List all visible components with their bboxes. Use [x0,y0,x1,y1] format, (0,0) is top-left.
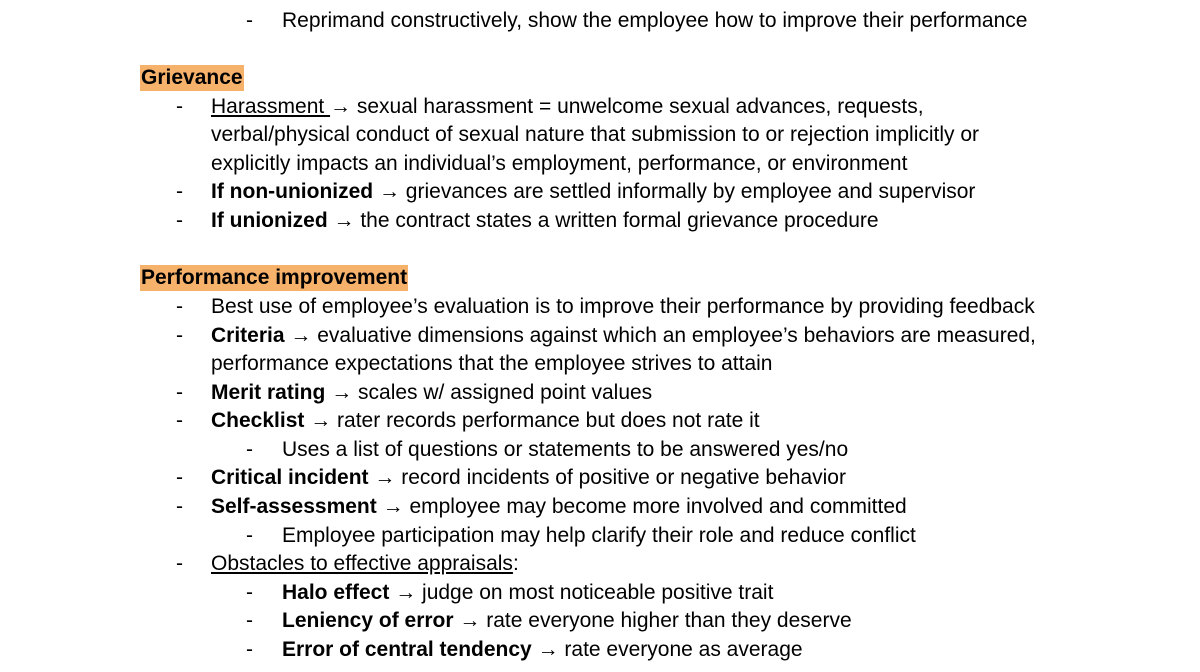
self-term: Self-assessment [211,495,377,518]
arrow: → [395,581,417,604]
self-item [211,493,907,521]
bullet-dash: - [176,324,183,347]
criteria-text-1: evaluative dimensions against which an employee’s behaviors are measured, [311,324,1036,347]
merit-term: Merit rating [211,381,326,404]
arrow: → [374,466,396,489]
obstacles-colon: : [512,552,519,575]
criteria-term: Criteria [211,324,285,347]
leniency-item [282,607,852,635]
criteria-line-2: performance expectations that the employee strives to attain [211,352,773,375]
harassment-text-1: sexual harassment = unwelcome sexual advances, requests, [351,95,924,118]
central-term: Error of central tendency [282,638,532,661]
arrow: → [378,180,400,203]
halo-item [282,579,773,607]
central-item [282,636,803,664]
arrow: → [330,95,352,118]
arrow: → [310,409,332,432]
bullet-dash: - [246,524,253,547]
unionized-text: the contract states a written formal grievance procedure [354,209,879,232]
bullet-dash: - [176,552,183,575]
checklist-term: Checklist [211,409,305,432]
harassment-term: Harassment [211,95,331,118]
grievance-heading: Grievance [141,66,243,89]
bullet-dash: - [176,381,183,404]
harassment-line-2: verbal/physical conduct of sexual nature that submission to or rejection implicitly or [211,123,980,146]
bullet-dash: - [176,295,183,318]
bullet-dash: - [246,581,253,604]
obstacles-item [211,550,519,578]
bullet-dash: - [176,495,183,518]
best-use-item: Best use of employee’s evaluation is to improve their performance by providing feedback [211,295,1035,318]
top-item: Reprimand constructively, show the employee how to improve their performance [282,9,1028,32]
self-sub-item: Employee participation may help clarify their role and reduce conflict [282,524,916,547]
harassment-line-1 [211,93,924,121]
halo-term: Halo effect [282,581,390,604]
arrow: → [537,638,559,661]
criteria-line-1 [211,322,1036,350]
arrow: → [333,209,355,232]
checklist-item [211,407,760,435]
non-unionized-term: If non-unionized [211,180,374,203]
bullet-dash: - [176,209,183,232]
leniency-term: Leniency of error [282,609,454,632]
halo-text: judge on most noticeable positive trait [416,581,774,604]
harassment-line-3: explicitly impacts an individual’s employment, performance, or environment [211,152,908,175]
bullet-dash: - [246,609,253,632]
merit-text: scales w/ assigned point values [352,381,653,404]
central-text: rate everyone as average [558,638,803,661]
merit-item [211,379,652,407]
unionized-term: If unionized [211,209,328,232]
leniency-text: rate everyone higher than they deserve [480,609,852,632]
self-text: employee may become more involved and committed [403,495,907,518]
critical-term: Critical incident [211,466,369,489]
critical-text: record incidents of positive or negative behavior [395,466,846,489]
non-unionized-item [211,178,975,206]
arrow: → [331,381,353,404]
bullet-dash: - [246,438,253,461]
checklist-text: rater records performance but does not rate it [331,409,760,432]
bullet-dash: - [246,9,253,32]
bullet-dash: - [246,638,253,661]
bullet-dash: - [176,180,183,203]
bullet-dash: - [176,95,183,118]
arrow: → [382,495,404,518]
bullet-dash: - [176,466,183,489]
performance-heading: Performance improvement [141,266,408,289]
critical-item [211,464,846,492]
obstacles-term: Obstacles to effective appraisals [211,552,513,575]
unionized-item [211,207,879,235]
arrow: → [290,324,312,347]
checklist-sub-item: Uses a list of questions or statements to be answered yes/no [282,438,849,461]
arrow: → [459,609,481,632]
bullet-dash: - [176,409,183,432]
non-unionized-text: grievances are settled informally by employee and supervisor [399,180,976,203]
